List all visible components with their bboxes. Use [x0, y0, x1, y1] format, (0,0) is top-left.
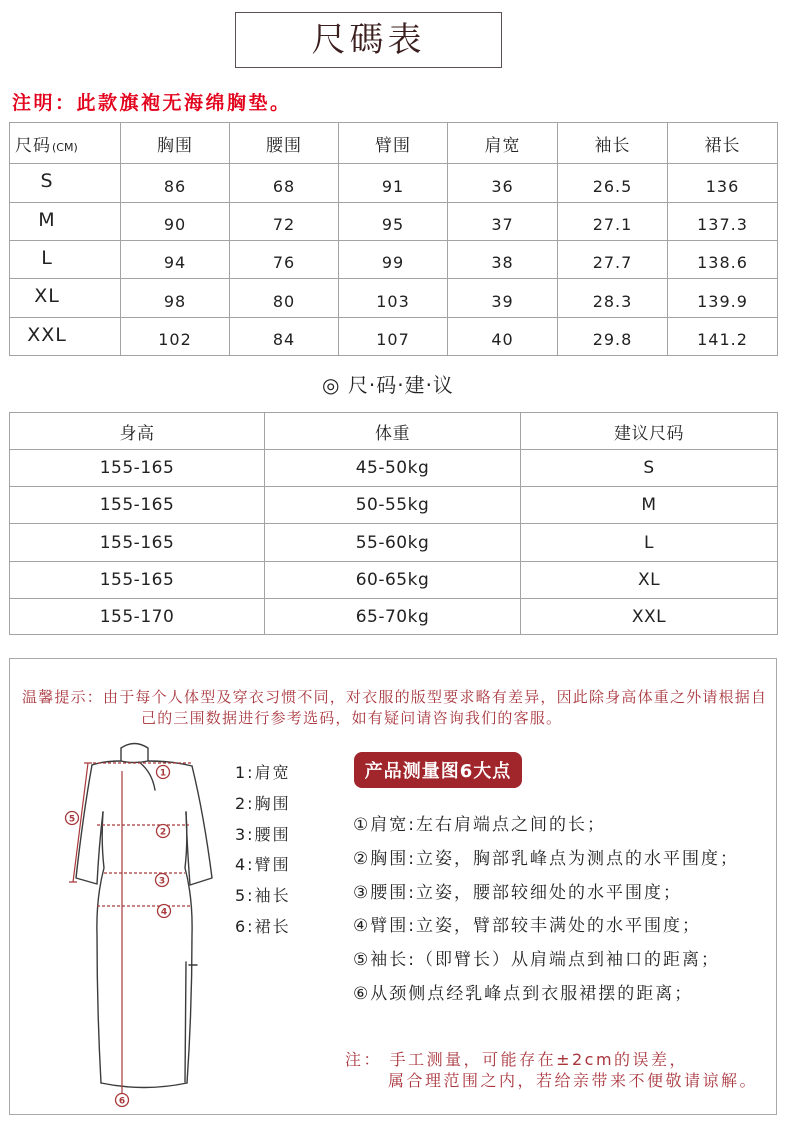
- legend-item-skirt: 6:裙长: [235, 916, 291, 936]
- weight-cell: 50-55kg: [265, 487, 521, 524]
- dress-left-shoulder: [92, 761, 121, 765]
- value-cell: 99: [339, 241, 448, 279]
- value-cell: 138.6: [668, 241, 778, 279]
- header-cell-skirt: 裙长: [668, 123, 778, 164]
- size-cell: XXL: [10, 318, 121, 356]
- table-row: [10, 164, 778, 203]
- value-cell: 39: [448, 279, 558, 318]
- value-cell: 28.3: [558, 279, 668, 318]
- marker-number: 5: [68, 814, 76, 825]
- measurement-item: ②胸围:立姿，胸部乳峰点为测点的水平围度；: [353, 848, 739, 869]
- marker-4: [158, 905, 171, 918]
- legend-item-arm: 4:臂围: [235, 855, 291, 875]
- height-cell: 155-165: [10, 487, 265, 524]
- dress-side-slit: [185, 962, 186, 1082]
- header-cell-shoulder: 肩宽: [448, 123, 558, 164]
- value-cell: 76: [230, 241, 339, 279]
- size-cell: XXL: [521, 599, 778, 635]
- size-cell: M: [10, 203, 121, 241]
- marker-1: [157, 766, 170, 779]
- header-cell-height: 身高: [10, 413, 265, 450]
- size-cell: M: [521, 487, 778, 524]
- legend-item-bust: 2:胸围: [235, 793, 291, 813]
- dress-neckline: [121, 761, 148, 763]
- value-cell: 27.1: [558, 203, 668, 241]
- table-row: [10, 562, 778, 599]
- value-cell: 141.2: [668, 318, 778, 356]
- table-row: [10, 599, 778, 635]
- marker-number: 2: [159, 827, 167, 838]
- header-cell-size: [10, 123, 121, 164]
- header-cell-weight: 体重: [265, 413, 521, 450]
- title-box: [235, 12, 502, 68]
- header-cell-recommended-size: 建议尺码: [521, 413, 778, 450]
- size-cell: XL: [10, 279, 121, 318]
- size-chart-table: [9, 122, 778, 356]
- value-cell: 29.8: [558, 318, 668, 356]
- value-cell: 38: [448, 241, 558, 279]
- size-column-label: 尺码: [15, 135, 51, 156]
- height-cell: 155-170: [10, 599, 265, 635]
- table-row: [10, 279, 778, 318]
- measurement-item: ⑤袖长:（即臂长）从肩端点到袖口的距离；: [353, 950, 720, 971]
- value-cell: 139.9: [668, 279, 778, 318]
- value-cell: 40: [448, 318, 558, 356]
- tips-line-1: 温馨提示：由于每个人体型及穿衣习惯不同，对衣服的版型要求略有差异，因此除身高体重之外请根据自: [22, 688, 768, 706]
- value-cell: 95: [339, 203, 448, 241]
- marker-number: 3: [158, 876, 166, 887]
- value-cell: 102: [121, 318, 230, 356]
- value-cell: 94: [121, 241, 230, 279]
- table-row: [10, 203, 778, 241]
- measurement-descriptions: [353, 809, 739, 1012]
- legend-item-shoulder: 1:肩宽: [235, 763, 291, 782]
- size-cell: S: [521, 450, 778, 487]
- value-cell: 27.7: [558, 241, 668, 279]
- notice-text: 注明：此款旗袍无海绵胸垫。: [12, 92, 292, 114]
- legend-item-waist: 3:腰围: [235, 824, 291, 844]
- dress-right-side: [185, 812, 192, 1083]
- measurement-info-box: [9, 658, 777, 1115]
- marker-number: 6: [118, 1096, 126, 1107]
- page-title: 尺碼表: [311, 20, 426, 60]
- value-cell: 98: [121, 279, 230, 318]
- tips-line-2: 己的三围数据进行参考选码，如有疑问请咨询我们的客服。: [141, 709, 563, 727]
- dress-left-side: [97, 812, 104, 1083]
- size-cell: L: [10, 241, 121, 279]
- value-cell: 103: [339, 279, 448, 318]
- value-cell: 91: [339, 164, 448, 203]
- size-cell: L: [521, 524, 778, 562]
- value-cell: 90: [121, 203, 230, 241]
- height-cell: 155-165: [10, 562, 265, 599]
- table-row: [10, 487, 778, 524]
- note-line-1: 注： 手工测量，可能存在±2cm的误差，: [345, 1050, 689, 1069]
- header-cell-arm: 臂围: [339, 123, 448, 164]
- height-cell: 155-165: [10, 450, 265, 487]
- dress-collar: [121, 744, 148, 762]
- value-cell: 137.3: [668, 203, 778, 241]
- value-cell: 26.5: [558, 164, 668, 203]
- value-cell: 72: [230, 203, 339, 241]
- value-cell: 37: [448, 203, 558, 241]
- measurement-item: ①肩宽:左右肩端点之间的长；: [353, 815, 606, 835]
- weight-cell: 65-70kg: [265, 599, 521, 635]
- qipao-measurement-diagram: [50, 735, 220, 1110]
- table-row: [10, 524, 778, 562]
- table-row: [10, 318, 778, 356]
- table-header-row: [10, 413, 778, 450]
- weight-cell: 45-50kg: [265, 450, 521, 487]
- height-cell: 155-165: [10, 524, 265, 562]
- value-cell: 84: [230, 318, 339, 356]
- legend-item-sleeve: 5:袖长: [235, 886, 291, 906]
- value-cell: 36: [448, 164, 558, 203]
- measurement-legend: [235, 758, 291, 943]
- measurement-item: ③腰围:立姿，腰部较细处的水平围度；: [353, 882, 682, 903]
- value-cell: 86: [121, 164, 230, 203]
- size-recommend-table: [9, 412, 778, 635]
- value-cell: 136: [668, 164, 778, 203]
- size-cell: S: [10, 164, 121, 203]
- value-cell: 107: [339, 318, 448, 356]
- table-row: [10, 450, 778, 487]
- dress-front-closure: [139, 762, 155, 790]
- value-cell: 80: [230, 279, 339, 318]
- header-cell-waist: 腰围: [230, 123, 339, 164]
- marker-6: [116, 1094, 129, 1107]
- weight-cell: 60-65kg: [265, 562, 521, 599]
- table-row: [10, 241, 778, 279]
- recommend-title: ◎ 尺·码·建·议: [322, 373, 454, 397]
- measurement-points-badge: 产品测量图6大点: [354, 752, 522, 788]
- dress-right-sleeve: [186, 766, 212, 885]
- marker-5: [66, 812, 79, 825]
- measurement-item: ④臂围:立姿，臂部较丰满处的水平围度；: [353, 916, 701, 937]
- header-cell-sleeve: 袖长: [558, 123, 668, 164]
- header-cell-bust: 胸围: [121, 123, 230, 164]
- table-header-row: [10, 123, 778, 164]
- note-line-2: 属合理范围之内，若给亲带来不便敬请谅解。: [388, 1071, 759, 1090]
- marker-number: 1: [159, 768, 167, 779]
- dress-hem: [101, 1083, 187, 1088]
- marker-3: [156, 874, 169, 887]
- measurement-item: ⑥从颈侧点经乳峰点到衣服裙摆的距离；: [353, 983, 694, 1004]
- marker-number: 4: [160, 907, 168, 918]
- marker-2: [157, 825, 170, 838]
- weight-cell: 55-60kg: [265, 524, 521, 562]
- value-cell: 68: [230, 164, 339, 203]
- size-cell: XL: [521, 562, 778, 599]
- size-column-unit: (CM): [52, 140, 78, 154]
